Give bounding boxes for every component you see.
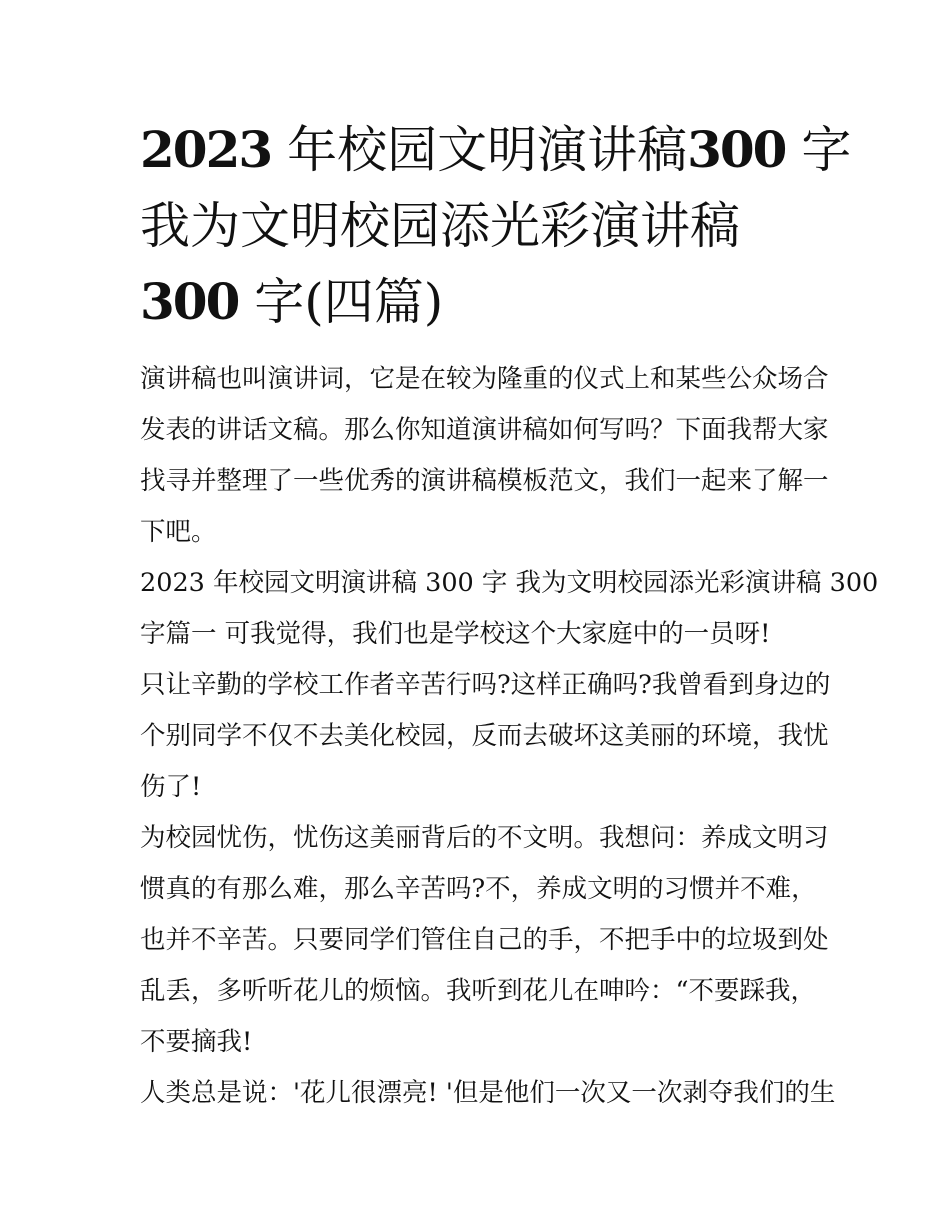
text-line: 只让辛勤的学校工作者辛苦行吗?这样正确吗?我曾看到身边的 <box>140 670 831 700</box>
text-line: 为校园忧伤，忧伤这美丽背后的不文明。我想问：养成文明习 <box>140 823 829 853</box>
title-text: 我为文明校园添光彩演讲稿 <box>140 197 740 255</box>
title-line-2 <box>140 188 820 264</box>
body-paragraph <box>140 813 829 1068</box>
title-line-1 <box>140 112 852 188</box>
section-heading-paragraph <box>140 558 879 660</box>
document-title <box>140 112 852 340</box>
text-line: 惯真的有那么难，那么辛苦吗?不，养成文明的习惯并不难， <box>140 874 817 904</box>
text-line: 也并不辛苦。只要同学们管住自己的手，不把手中的垃圾到处 <box>140 925 829 955</box>
text-line: 乱丢，多听听花儿的烦恼。我听到花儿在呻吟：“不要踩我， <box>140 976 817 1006</box>
title-text: 年校园文明演讲稿 <box>271 121 688 179</box>
text-line: 找寻并整理了一些优秀的演讲稿模板范文，我们一起来了解一 <box>140 466 829 496</box>
document-body <box>140 354 879 1119</box>
title-line-3 <box>140 264 820 340</box>
text-line: 伤了! <box>140 772 202 802</box>
text-line: 2023 年校园文明演讲稿 300 字 我为文明校园添光彩演讲稿 300 <box>140 568 879 598</box>
text-line: 人类总是说：'花儿很漂亮! '但是他们一次又一次剥夺我们的生 <box>140 1078 836 1108</box>
text-line: 演讲稿也叫演讲词，它是在较为隆重的仪式上和某些公众场合 <box>140 364 829 394</box>
intro-paragraph <box>140 354 829 558</box>
text-line: 不要摘我! <box>140 1027 253 1057</box>
text-line: 字篇一 可我觉得，我们也是学校这个大家庭中的一员呀! <box>140 619 771 649</box>
text-line: 个别同学不仅不去美化校园，反而去破坏这美丽的环境，我忧 <box>140 721 829 751</box>
text-line: 下吧。 <box>140 517 217 547</box>
text-line: 发表的讲话文稿。那么你知道演讲稿如何写吗？下面我帮大家 <box>140 415 829 445</box>
body-paragraph <box>140 660 831 813</box>
title-year: 2023 <box>140 120 272 179</box>
title-text: 字(四篇) <box>238 273 444 331</box>
document-content <box>140 112 879 1119</box>
title-word-count: 300 <box>140 272 239 331</box>
title-word-count: 300 <box>687 120 786 179</box>
title-text: 字 <box>785 121 852 179</box>
body-paragraph <box>140 1068 836 1119</box>
